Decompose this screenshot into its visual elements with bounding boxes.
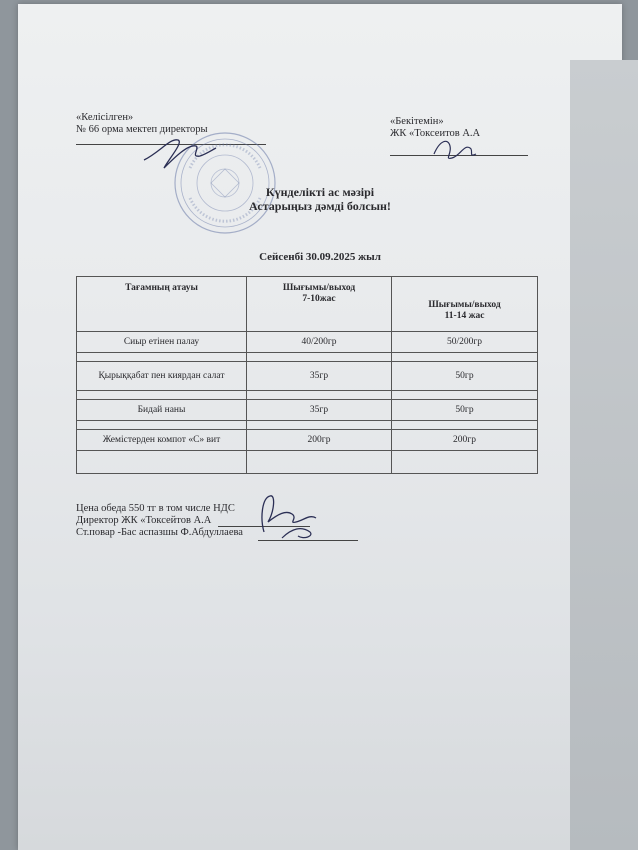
header-yield-11-14-line2: 11-14 жас: [444, 310, 485, 321]
table-row: [77, 430, 538, 451]
agreed-label: «Келісілген»: [76, 112, 134, 123]
table-row: [77, 362, 538, 391]
entrepreneur-label: ЖК «Токсеитов А.А: [390, 128, 481, 139]
table-row: [77, 332, 538, 353]
table-empty-row: [77, 451, 538, 474]
table-row: [77, 400, 538, 421]
lunch-price: Цена обеда 550 тг в том числе НДС: [76, 503, 235, 514]
yield-11-14-cell: 200гр: [392, 430, 538, 451]
header-yield-7-10-line1: Шығымы/выход: [282, 283, 356, 293]
dish-name-cell: Сиыр етінен палау: [77, 332, 247, 353]
header-yield-7-10: [247, 277, 392, 332]
menu-subtitle: Астарыңыз дәмді болсын!: [249, 199, 391, 213]
dish-name-cell: Жемістерден компот «С» вит: [77, 430, 247, 451]
table-header-row: [77, 277, 538, 332]
table-spacer-row: [77, 353, 538, 362]
yield-7-10-cell: 200гр: [247, 430, 392, 451]
table-spacer-row: [77, 391, 538, 400]
menu-title: Күнделікті ас мәзірі: [265, 185, 375, 199]
approved-label: «Бекітемін»: [390, 116, 444, 127]
yield-11-14-cell: 50/200гр: [392, 332, 538, 353]
menu-table: [76, 276, 538, 474]
header-dish-name: Тағамның атауы: [77, 277, 247, 332]
table-spacer-row: [77, 421, 538, 430]
yield-7-10-cell: 35гр: [247, 400, 392, 421]
signature-left-icon: [140, 130, 220, 175]
yield-11-14-cell: 50гр: [392, 362, 538, 391]
director-signature-icon: [252, 488, 332, 544]
chef-label: Ст.повар -Бас аспазшы Ф.Абдуллаева: [76, 527, 243, 538]
yield-7-10-cell: 35гр: [247, 362, 392, 391]
header-yield-7-10-line2: 7-10жас: [302, 294, 336, 304]
dish-name-cell: Қырыққабат пен киярдан салат: [77, 362, 247, 391]
header-yield-11-14-line1: Шығымы/выход: [428, 299, 501, 310]
yield-11-14-cell: 50гр: [392, 400, 538, 421]
header-yield-11-14: [392, 277, 538, 332]
background-surface: [570, 60, 638, 850]
dish-name-cell: Бидай наны: [77, 400, 247, 421]
school-director-label: № 66 орма мектеп директоры: [76, 124, 208, 135]
signature-right-icon: [430, 132, 480, 167]
date-line: Сейсенбі 30.09.2025 жыл: [259, 251, 381, 263]
director-label: Директор ЖК «Токсейтов А.А: [76, 515, 212, 526]
yield-7-10-cell: 40/200гр: [247, 332, 392, 353]
